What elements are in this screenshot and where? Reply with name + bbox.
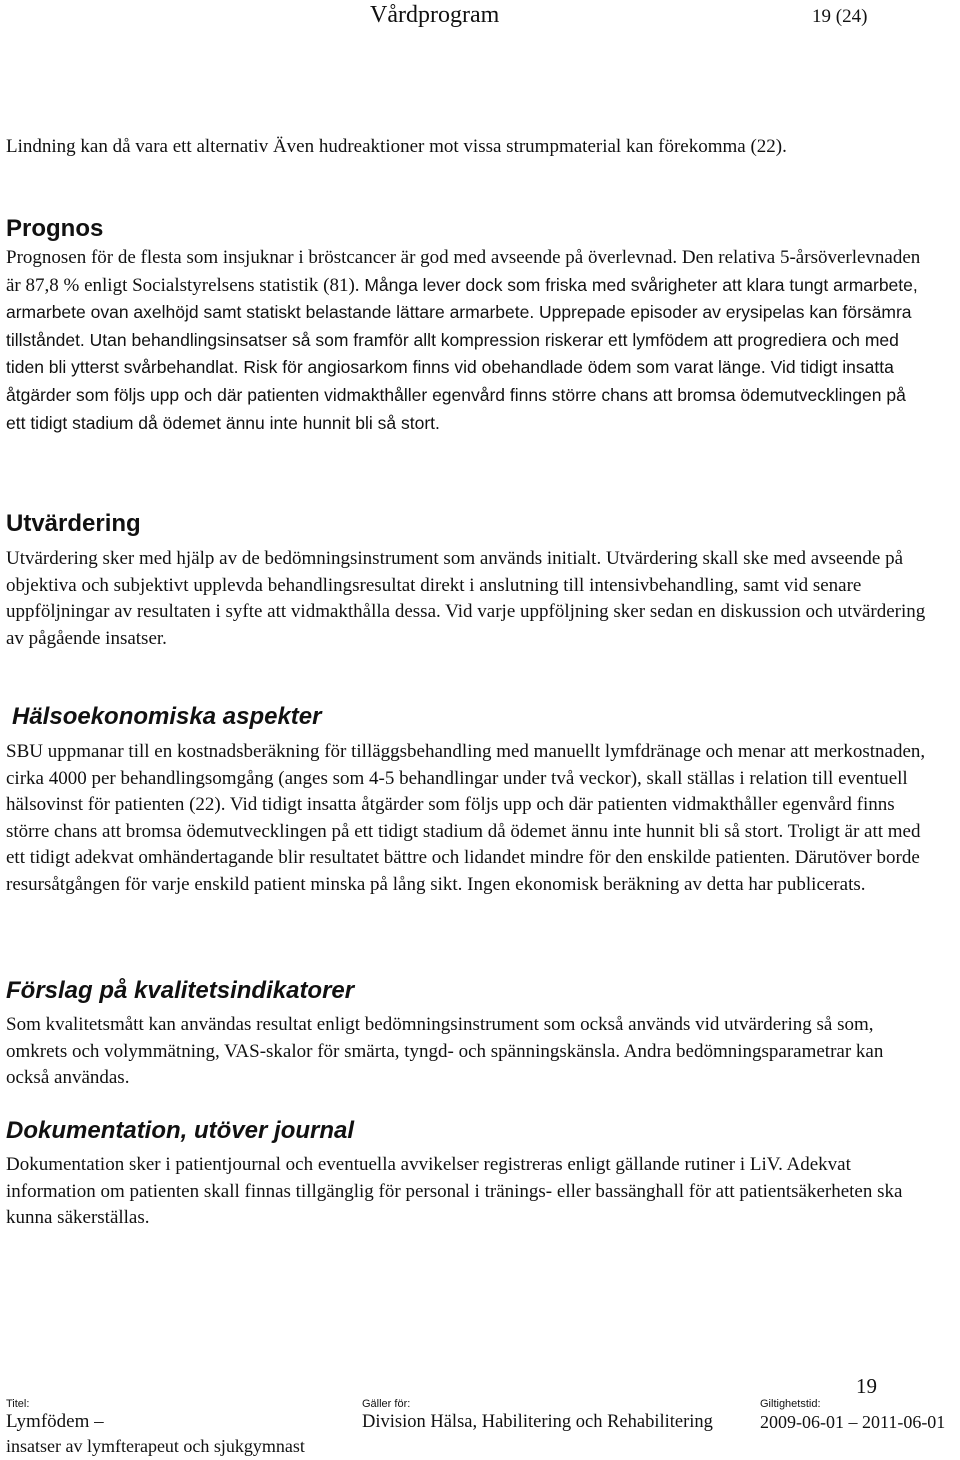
prognos-paragraph xyxy=(6,245,926,437)
document-title: Vårdprogram xyxy=(370,2,500,28)
dokumentation-paragraph: Dokumentation sker i patientjournal och eventuella avvikelser registreras enligt gällande rutiner i LiV. Adekvat information om patienten skall finnas tillgänglig för personal i tränings- eller bassänghall för att patientsäkerheten ska kunna säkerställas. xyxy=(6,1154,903,1229)
footer-validity-block xyxy=(760,1398,960,1434)
heading-dokumentation: Dokumentation, utöver journal xyxy=(6,1117,355,1144)
heading-utvardering: Utvärdering xyxy=(6,510,141,537)
kvalitet-paragraph: Som kvalitetsmått kan användas resultat enligt bedömningsinstrument som också används vid utvärdering så som, omkrets och volymmätning, VAS-skalor för smärta, tyngd- och spänningskänsla. Andra bedömningsparametrar kan också användas. xyxy=(6,1014,884,1089)
footer-validity-value: 2009-06-01 – 2011-06-01 xyxy=(760,1412,946,1432)
page-counter: 19 (24) xyxy=(812,6,868,27)
footer-applies-value: Division Hälsa, Habilitering och Rehabilitering xyxy=(362,1412,713,1432)
heading-kvalitet: Förslag på kvalitetsindikatorer xyxy=(6,977,355,1004)
prognos-text-2: Många lever dock som friska med svårigheter att klara tungt armarbete, armarbete ovan axelhöjd samt statiskt belastande lättare armarbete. xyxy=(6,274,918,323)
prognos-text-3: Upprepade episoder av erysipelas kan försämra tillståndet. Utan behandlingsinsatser så som framför allt kompression riskerar ett lymfödem att progrediera och med tiden bli ytterst svårbehandlat. Risk för angiosarkom finns vid obehandlade ödem som varat länge. Vid tidigt insatta åtgärder som följs upp och där patienten vidmakthåller egenvård finns större chans att bromsa ödemutvecklingen på ett tidigt stadium då ödemet ännu inte hunnit bli så stort. xyxy=(6,302,912,433)
heading-halsoekonomi: Hälsoekonomiska aspekter xyxy=(12,703,322,730)
halsoekonomi-paragraph: SBU uppmanar till en kostnadsberäkning för tilläggsbehandling med manuellt lymfdränage och menar att merkostnaden, cirka 4000 per behandlingsomgång (anges som 4-5 behandlingar under två veckor), skall ställas i relation till eventuell hälsovinst för patienten (22). Vid tidigt insatta åtgärder som följs upp och där patienten vidmakthåller egenvård finns större chans att bromsa ödemutvecklingen på ett tidigt stadium då ödemet ännu inte hunnit bli så stort. Troligt är att med ett tidigt adekvat omhändertagande blir resultatet bättre och lidandet mindre för den enskilde patienten. Därutöver borde resursåtgången för varje enskild patient minska på lång sikt. Ingen ekonomisk beräkning av detta har publicerats. xyxy=(6,741,926,895)
footer-title-line2: insatser av lymfterapeut och sjukgymnast xyxy=(6,1436,305,1456)
footer-page-number: 19 xyxy=(856,1374,877,1398)
utvardering-paragraph: Utvärdering sker med hjälp av de bedömningsinstrument som används initialt. Utvärdering skall ske med avseende på objektiva och subjektivt upplevda behandlingsresultat direkt i anslutning till intensivbehandling, samt vid senare uppföljningar av resultaten i syfte att vidmakthålla dessa. Vid varje uppföljning sker sedan en diskussion och utvärdering av pågående insatser. xyxy=(6,548,926,649)
footer-title-block xyxy=(6,1398,356,1458)
footer-applies-label: Gäller för: xyxy=(362,1398,411,1410)
footer-title-label: Titel: xyxy=(6,1398,30,1410)
prognos-text-1: Prognosen för de flesta som insjuknar i bröstcancer är god med avseende på överlevnad. Den relativa 5-årsöverlevnaden är 87,8 % enligt Socialstyrelsens statistik (81). xyxy=(6,247,921,296)
heading-prognos: Prognos xyxy=(6,215,104,242)
footer-title-line1: Lymfödem – xyxy=(6,1411,104,1432)
footer-validity-label: Giltighetstid: xyxy=(760,1398,821,1410)
intro-paragraph: Lindning kan då vara ett alternativ Även hudreaktioner mot vissa strumpmaterial kan förekomma (22). xyxy=(6,136,787,157)
footer-applies-block xyxy=(362,1398,754,1434)
